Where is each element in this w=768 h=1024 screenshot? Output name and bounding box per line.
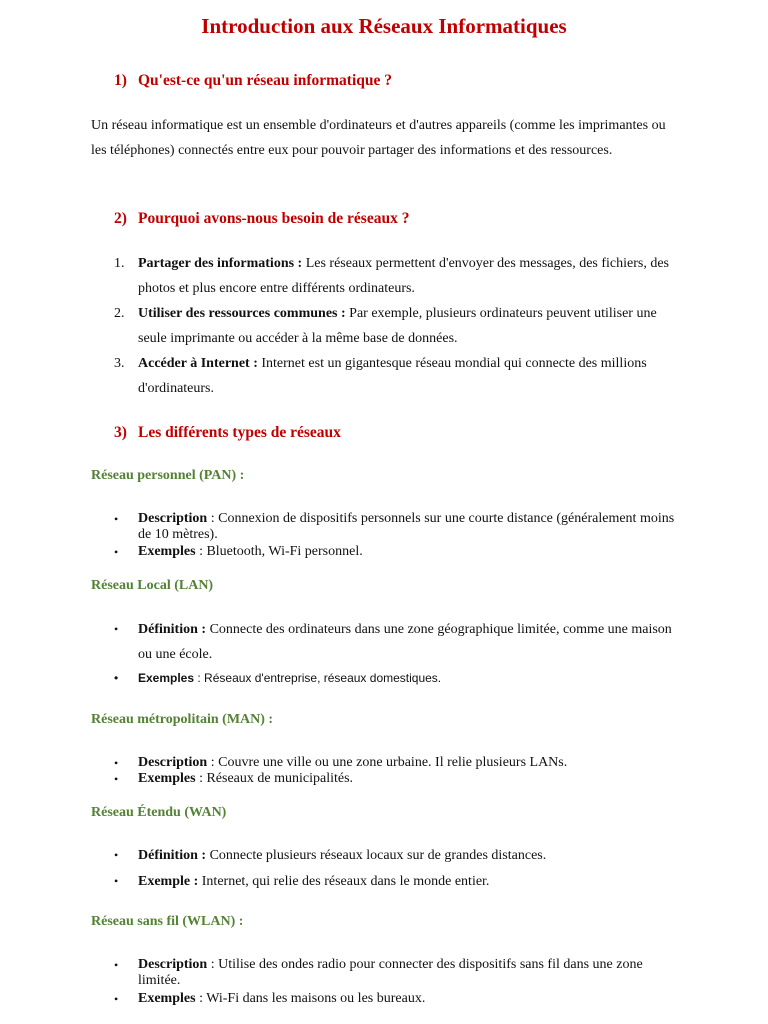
section-heading-text: Les différents types de réseaux [138, 424, 341, 441]
document-title: Introduction aux Réseaux Informatiques [201, 14, 567, 38]
bullet-icon: • [114, 848, 119, 862]
item-label: Exemples [138, 991, 196, 1006]
item-label: Partager des informations : [138, 256, 303, 271]
section-number: 1) [114, 72, 127, 89]
list-number: 1. [114, 256, 125, 271]
item-text: Les réseaux permettent d'envoyer des messages, des fichiers, des photos et plus encore entre différents ordinateurs. [138, 256, 670, 296]
item-text: : Réseaux d'entreprise, réseaux domestiques. [194, 671, 442, 685]
item-text: : Couvre une ville ou une zone urbaine. Il relie plusieurs LANs. [207, 755, 568, 770]
item-text: Internet est un gigantesque réseau mondial qui connecte des millions d'ordinateurs. [138, 356, 647, 396]
item-text: Internet, qui relie des réseaux dans le monde entier. [198, 874, 490, 889]
list-item [114, 771, 678, 787]
item-label: Description [138, 755, 208, 770]
list-item [114, 755, 678, 771]
item-label: Description [138, 957, 208, 972]
item-label: Description [138, 511, 208, 526]
item-label: Exemples [138, 771, 196, 786]
list-item [114, 991, 678, 1007]
bullet-icon: • [114, 958, 119, 972]
network-type-heading-pan: Réseau personnel (PAN) : [91, 468, 245, 483]
list-item [114, 843, 678, 868]
bullet-icon: • [114, 545, 119, 559]
network-type-heading-lan: Réseau Local (LAN) [91, 578, 214, 593]
item-label: Définition : [138, 848, 207, 863]
needs-list-item [114, 351, 678, 401]
section-heading-1 [114, 72, 392, 90]
list-item [114, 617, 678, 667]
network-type-heading-wan: Réseau Étendu (WAN) [91, 805, 227, 820]
needs-list-item [114, 301, 678, 351]
item-text: : Réseaux de municipalités. [195, 771, 354, 786]
bullet-icon: • [114, 772, 119, 786]
item-text: : Utilise des ondes radio pour connecter des dispositifs sans fil dans une zone limitée. [138, 957, 643, 988]
item-text: : Bluetooth, Wi-Fi personnel. [195, 544, 363, 559]
section-heading-text: Qu'est-ce qu'un réseau informatique ? [138, 72, 393, 89]
list-item [114, 670, 678, 686]
list-number: 3. [114, 356, 125, 371]
list-number: 2. [114, 306, 125, 321]
item-label: Exemple : [138, 874, 199, 889]
section-heading-2 [114, 210, 409, 228]
item-label: Exemples [138, 544, 196, 559]
item-text: Connecte des ordinateurs dans une zone géographique limitée, comme une maison ou une école. [138, 622, 672, 662]
section-number: 3) [114, 424, 127, 441]
list-item [114, 511, 678, 543]
item-text: : Connexion de dispositifs personnels sur une courte distance (généralement moins de 10 mètres). [138, 511, 675, 542]
bullet-icon: • [114, 622, 119, 636]
list-item [114, 869, 678, 894]
section-heading-3 [114, 424, 341, 442]
item-label: Utiliser des ressources communes : [138, 306, 346, 321]
item-text: Par exemple, plusieurs ordinateurs peuvent utiliser une seule imprimante ou accéder à la même base de données. [138, 306, 657, 346]
needs-list-item [114, 251, 678, 301]
bullet-icon: • [114, 512, 119, 526]
item-label: Accéder à Internet : [138, 356, 258, 371]
list-item [114, 544, 678, 560]
bullet-icon: • [114, 671, 119, 685]
item-text: : Wi-Fi dans les maisons ou les bureaux. [195, 991, 426, 1006]
section-heading-text: Pourquoi avons-nous besoin de réseaux ? [138, 210, 410, 227]
section-number: 2) [114, 210, 127, 227]
list-item [114, 957, 678, 989]
item-text: Connecte plusieurs réseaux locaux sur de grandes distances. [206, 848, 547, 863]
bullet-icon: • [114, 874, 119, 888]
bullet-icon: • [114, 992, 119, 1006]
network-type-heading-man: Réseau métropolitain (MAN) : [91, 712, 274, 727]
network-type-heading-wlan: Réseau sans fil (WLAN) : [91, 914, 244, 929]
intro-paragraph: Un réseau informatique est un ensemble d'ordinateurs et d'autres appareils (comme les imprimantes ou les téléphones) connectés entre eux pour pouvoir partager des informations et des ressources. [91, 118, 666, 158]
item-label: Définition : [138, 622, 207, 637]
item-label: Exemples [138, 671, 195, 685]
bullet-icon: • [114, 756, 119, 770]
